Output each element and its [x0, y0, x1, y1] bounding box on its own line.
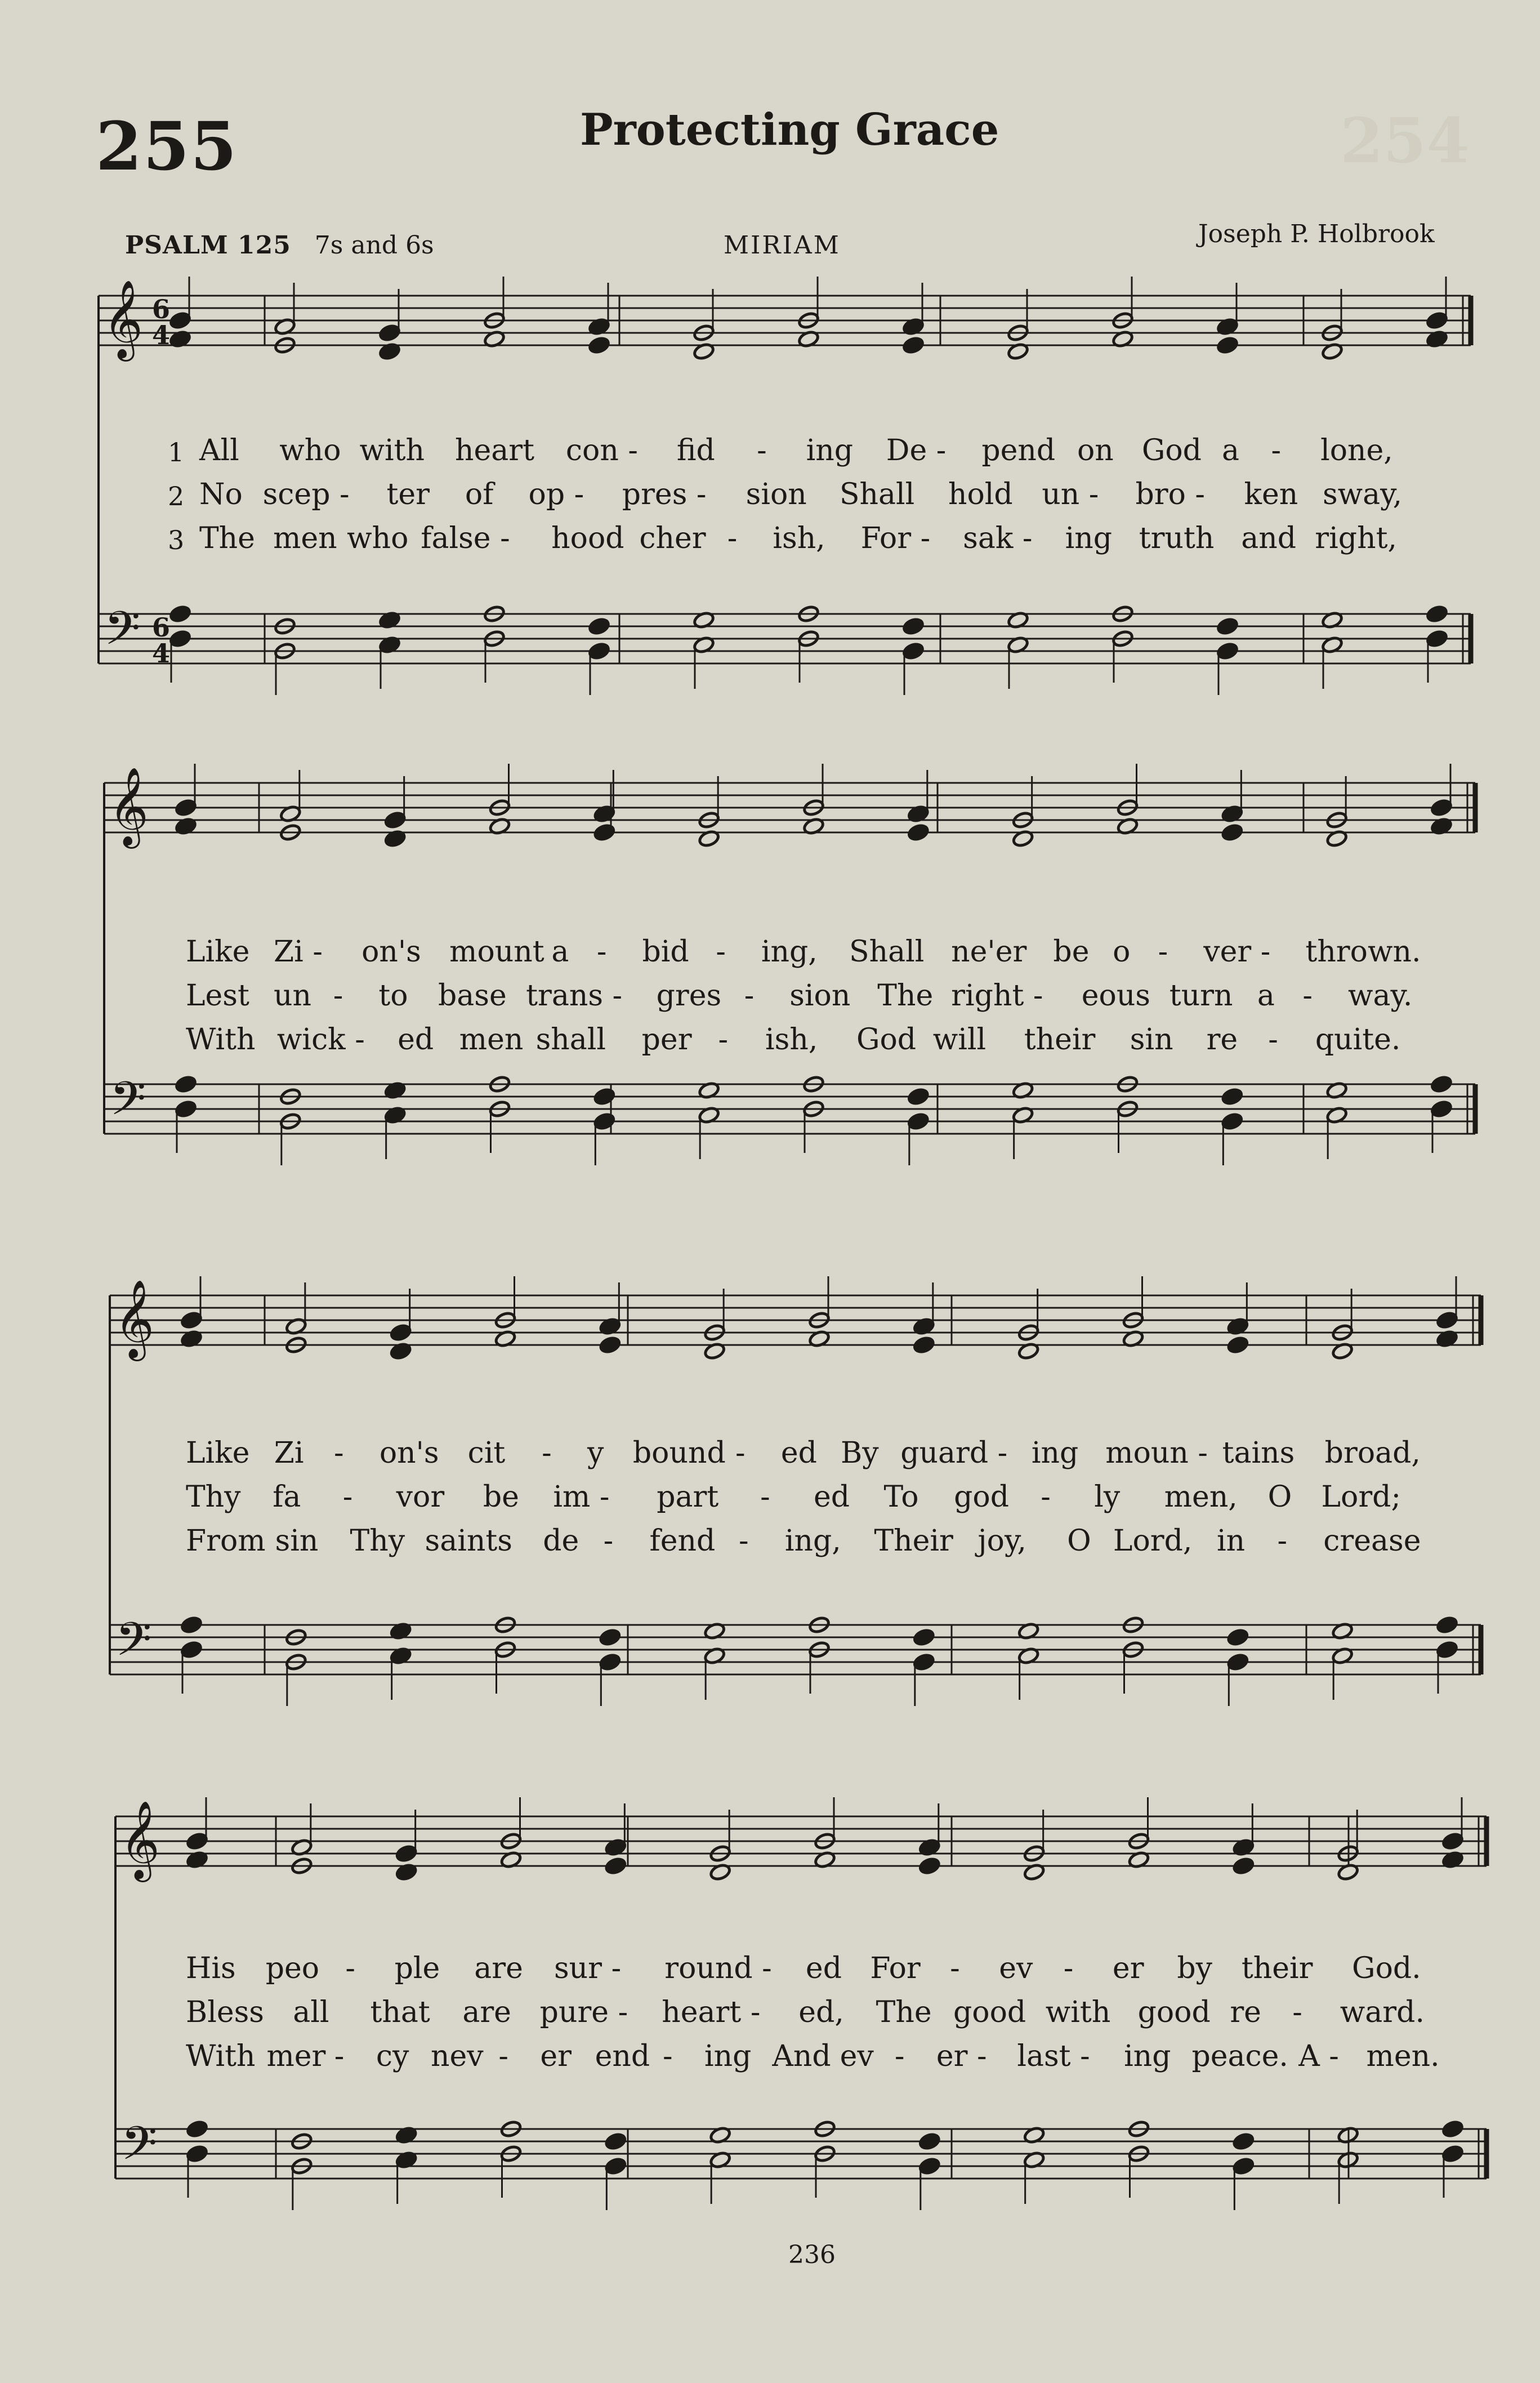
bass-note-head	[1221, 1112, 1243, 1130]
lyric-syllable: that	[370, 1996, 430, 2029]
lyric-syllable: moun -	[1105, 1436, 1208, 1470]
lyric-syllable: trans -	[526, 979, 623, 1013]
bass-note-head	[604, 2132, 627, 2150]
lyric-syllable: scep -	[262, 478, 350, 511]
lyric-syllable: de	[543, 1524, 579, 1558]
lyric-syllable: Zi	[274, 1436, 304, 1470]
treble-note-head	[175, 798, 197, 817]
lyric-syllable: ing	[704, 2039, 752, 2073]
lyric-syllable: im -	[553, 1480, 610, 1514]
lyric-syllable: right -	[951, 979, 1043, 1013]
lyric-syllable: -	[498, 2039, 508, 2073]
lyric-syllable: -	[739, 1524, 749, 1558]
lyric-syllable: -	[1271, 434, 1282, 467]
treble-note-head	[384, 810, 407, 829]
lyric-syllable: peo	[265, 1952, 320, 1985]
lyric-syllable: ing,	[784, 1524, 841, 1558]
bass-note-head	[1226, 1652, 1249, 1671]
bass-note-head	[593, 1087, 615, 1106]
lyric-syllable: For -	[860, 522, 931, 555]
lyric-syllable: nev	[431, 2039, 484, 2073]
lyric-syllable: tains	[1222, 1436, 1295, 1470]
lyric-syllable: er	[1112, 1952, 1144, 1985]
treble-note-head	[1441, 1832, 1464, 1850]
bleed-through-number: 254	[1340, 104, 1470, 177]
lyric-syllable: pure -	[539, 1996, 628, 2029]
lyric-syllable: ed	[814, 1480, 850, 1514]
lyric-syllable: their	[1024, 1023, 1096, 1057]
lyric-syllable: way.	[1347, 979, 1413, 1013]
lyric-syllable: sin	[1130, 1023, 1173, 1057]
lyric-syllable: ish,	[765, 1023, 818, 1057]
verse-number: 3	[168, 525, 185, 555]
lyric-syllable: ken	[1244, 478, 1298, 511]
bass-note-head	[913, 1652, 935, 1671]
bass-note-head	[186, 2144, 208, 2163]
lyric-syllable: of	[465, 478, 494, 511]
treble-note-head	[1436, 1311, 1458, 1329]
lyric-syllable: ev	[840, 2039, 874, 2073]
bass-note-head	[169, 629, 191, 648]
bass-clef-icon: 𝄢	[104, 601, 141, 667]
lyric-syllable: The	[199, 522, 255, 555]
treble-clef-icon: 𝄞	[109, 767, 149, 845]
lyric-syllable: ward.	[1340, 1996, 1425, 2029]
lyric-syllable: fa	[273, 1480, 301, 1514]
lyric-syllable: Thy	[350, 1524, 405, 1558]
treble-note-head	[378, 323, 401, 342]
lyric-syllable: -	[1277, 1524, 1288, 1558]
lyric-syllable: ter	[386, 478, 430, 511]
lyric-syllable: on's	[379, 1436, 439, 1470]
lyric-syllable: ple	[394, 1952, 440, 1985]
lyric-syllable: With	[186, 1023, 256, 1057]
lyric-syllable: mount	[449, 935, 544, 969]
lyric-syllable: their	[1241, 1952, 1313, 1985]
lyric-syllable: ing,	[761, 935, 818, 969]
lyric-syllable: op -	[528, 478, 584, 511]
tune-name: MIRIAM	[724, 231, 841, 260]
bass-note-head	[1430, 1099, 1453, 1118]
bass-note-head	[913, 1628, 935, 1646]
lyric-syllable: by	[1177, 1952, 1213, 1985]
lyric-syllable: -	[894, 2039, 905, 2073]
lyric-syllable: lone,	[1320, 434, 1393, 467]
treble-note-head	[918, 1856, 941, 1875]
bass-note-head	[186, 2119, 208, 2138]
lyric-syllable: pres -	[622, 478, 707, 511]
lyric-syllable: god	[954, 1480, 1009, 1514]
treble-note-head	[169, 311, 191, 329]
bass-clef-icon: 𝄢	[110, 1071, 146, 1137]
lyric-syllable: God.	[1352, 1952, 1421, 1985]
lyric-syllable: sin	[275, 1524, 319, 1558]
lyric-syllable: a	[551, 935, 569, 969]
bass-note-head	[599, 1628, 621, 1646]
time-signature-top: 6	[152, 612, 171, 643]
lyric-syllable: All	[199, 434, 239, 467]
lyric-syllable: Lest	[186, 979, 249, 1013]
lyric-syllable: round -	[664, 1952, 772, 1985]
lyric-syllable: ev	[999, 1952, 1033, 1985]
lyric-syllable: on	[1077, 434, 1114, 467]
bass-note-head	[1216, 617, 1239, 635]
treble-note-head	[599, 1335, 621, 1354]
time-signature-top: 6	[152, 294, 171, 324]
bass-clef-icon: 𝄢	[115, 1612, 152, 1678]
lyric-syllable: Thy	[186, 1480, 241, 1514]
bass-note-head	[169, 604, 191, 623]
lyric-syllable: And	[772, 2039, 831, 2073]
treble-clef-icon: 𝄞	[103, 280, 143, 358]
lyric-syllable: sion	[746, 478, 807, 511]
lyric-syllable: be	[1053, 935, 1090, 969]
lyric-syllable: mer	[266, 2039, 326, 2073]
verse-number: 1	[168, 437, 185, 467]
lyric-syllable: joy,	[977, 1524, 1026, 1558]
lyric-syllable: Their	[874, 1524, 953, 1558]
lyric-syllable: The	[876, 1996, 932, 2029]
bass-note-head	[588, 617, 610, 635]
lyric-syllable: con -	[565, 434, 638, 467]
lyric-syllable: cy	[376, 2039, 409, 2073]
lyric-syllable: ver -	[1203, 935, 1271, 969]
lyric-syllable: Bless	[186, 1996, 264, 2029]
lyric-syllable: God	[1141, 434, 1202, 467]
lyric-syllable: ed,	[798, 1996, 844, 2029]
lyric-syllable: sur -	[554, 1952, 622, 1985]
lyric-syllable: who	[347, 522, 409, 555]
lyric-syllable: -	[744, 979, 755, 1013]
bass-note-head	[907, 1087, 930, 1106]
lyric-syllable: -	[333, 1436, 344, 1470]
lyric-syllable: be	[483, 1480, 519, 1514]
lyric-syllable: O	[1267, 1480, 1292, 1514]
lyric-syllable: who	[279, 434, 341, 467]
bass-note-head	[1426, 629, 1448, 648]
lyric-syllable: re	[1230, 1996, 1261, 2029]
lyric-syllable: -	[1302, 979, 1313, 1013]
lyric-syllable: fend	[649, 1524, 716, 1558]
lyric-syllable: -	[1158, 935, 1168, 969]
bass-note-head	[1232, 2132, 1255, 2150]
lyric-syllable: -	[342, 1480, 353, 1514]
treble-note-head	[395, 1844, 418, 1863]
lyric-syllable: Lord,	[1113, 1524, 1193, 1558]
lyric-syllable: ing	[806, 434, 853, 467]
composer: Joseph P. Holbrook	[1198, 220, 1435, 248]
lyric-syllable: sion	[789, 979, 851, 1013]
bass-note-head	[1441, 2119, 1464, 2138]
time-signature-bottom: 4	[152, 638, 171, 669]
lyric-syllable: will	[932, 1023, 987, 1057]
treble-note-head	[1430, 798, 1453, 817]
lyric-syllable: God	[856, 1023, 917, 1057]
treble-note-head	[604, 1856, 627, 1875]
lyric-syllable: un	[274, 979, 312, 1013]
treble-note-head	[593, 823, 615, 841]
lyric-syllable: a	[1222, 434, 1240, 467]
lyric-syllable: -	[1063, 1952, 1074, 1985]
treble-note-head	[1226, 1335, 1249, 1354]
lyric-syllable: are	[462, 1996, 511, 2029]
lyric-syllable: er -	[936, 2039, 987, 2073]
bass-note-head	[1436, 1640, 1458, 1659]
lyric-syllable: -	[333, 979, 343, 1013]
lyric-syllable: men	[273, 522, 337, 555]
lyric-syllable: -	[603, 1524, 614, 1558]
bass-note-head	[1226, 1628, 1249, 1646]
lyric-syllable: heart -	[662, 1996, 761, 2029]
bass-note-head	[593, 1112, 615, 1130]
lyric-syllable: ly	[1094, 1480, 1121, 1514]
lyric-syllable: A -	[1298, 2039, 1339, 2073]
bass-note-head	[1216, 642, 1239, 660]
lyric-syllable: ing	[1065, 522, 1113, 555]
lyric-syllable: bound	[632, 1436, 726, 1470]
lyric-syllable: false -	[421, 522, 510, 555]
lyric-syllable: on's	[361, 935, 421, 969]
lyric-syllable: peace.	[1191, 2039, 1288, 2073]
lyric-syllable: Shall	[849, 935, 925, 969]
bass-note-head	[907, 1112, 930, 1130]
lyric-syllable: -	[1268, 1023, 1278, 1057]
lyric-syllable: right,	[1315, 522, 1397, 555]
meter-label: 7s and 6s	[314, 231, 434, 260]
lyric-syllable: ing	[1124, 2039, 1171, 2073]
lyric-syllable: bid	[642, 935, 689, 969]
treble-clef-icon: 𝄞	[120, 1801, 160, 1879]
bass-note-head	[1221, 1087, 1243, 1106]
treble-note-head	[1216, 336, 1239, 354]
lyric-syllable: Zi -	[274, 935, 323, 969]
lyric-syllable: No	[199, 478, 243, 511]
lyric-syllable: er	[540, 2039, 572, 2073]
lyric-syllable: shall	[535, 1023, 606, 1057]
lyric-syllable: thrown.	[1305, 935, 1421, 969]
lyric-syllable: y	[587, 1436, 604, 1470]
lyric-syllable: turn	[1169, 979, 1233, 1013]
lyric-syllable: -	[718, 1023, 729, 1057]
lyric-syllable: ed	[398, 1023, 434, 1057]
hymn-number: 255	[96, 107, 238, 185]
lyric-syllable: Like	[186, 935, 250, 969]
treble-note-head	[186, 1832, 208, 1850]
lyric-syllable: Lord;	[1321, 1480, 1401, 1514]
lyric-syllable: gres	[656, 979, 722, 1013]
lyric-syllable: per	[641, 1023, 692, 1057]
lyric-syllable: hood	[551, 522, 624, 555]
lyric-syllable: a	[1257, 979, 1275, 1013]
lyric-syllable: -	[727, 522, 738, 555]
lyric-syllable: crease	[1323, 1524, 1421, 1558]
bass-note-head	[918, 2132, 941, 2150]
lyric-syllable: truth	[1139, 522, 1215, 555]
lyric-syllable: -	[760, 1480, 770, 1514]
bass-clef-icon: 𝄢	[121, 2116, 158, 2182]
lyric-syllable: sway,	[1322, 478, 1403, 511]
lyric-syllable: ish,	[773, 522, 825, 555]
lyric-syllable: all	[293, 1996, 329, 2029]
lyric-syllable: o	[1113, 935, 1131, 969]
lyric-syllable: heart	[455, 434, 535, 467]
lyric-syllable: -	[345, 1952, 355, 1985]
lyric-syllable: By	[841, 1436, 879, 1470]
time-signature-bottom: 4	[152, 320, 171, 350]
lyric-syllable: re	[1206, 1023, 1238, 1057]
treble-note-head	[180, 1311, 203, 1329]
lyric-syllable: vor	[396, 1480, 445, 1514]
lyric-syllable: guard -	[900, 1436, 1008, 1470]
bass-note-head	[1232, 2157, 1255, 2175]
lyric-syllable: His	[186, 1952, 236, 1985]
treble-note-head	[1221, 823, 1243, 841]
lyric-syllable: De -	[886, 434, 947, 467]
bass-note-head	[599, 1652, 621, 1671]
lyric-syllable: ne'er	[951, 935, 1027, 969]
treble-note-head	[1232, 1856, 1255, 1875]
lyric-syllable: and	[1241, 522, 1296, 555]
lyric-syllable: fid	[676, 434, 715, 467]
lyric-syllable: ed	[780, 1436, 817, 1470]
lyric-syllable: to	[378, 979, 408, 1013]
bass-note-head	[175, 1075, 197, 1093]
lyric-syllable: Shall	[839, 478, 915, 511]
bass-note-head	[175, 1099, 197, 1118]
bass-note-head	[588, 642, 610, 660]
lyric-syllable: cher	[639, 522, 706, 555]
lyric-syllable: -	[1041, 1480, 1051, 1514]
lyric-syllable: With	[186, 2039, 256, 2073]
treble-note-head	[1426, 311, 1448, 329]
verse-number: 2	[168, 481, 185, 511]
lyric-syllable: with	[1045, 1996, 1111, 2029]
lyric-syllable: men	[459, 1023, 524, 1057]
lyric-syllable: broad,	[1324, 1436, 1421, 1470]
treble-clef-icon: 𝄞	[114, 1280, 154, 1358]
bass-note-head	[180, 1640, 203, 1659]
lyric-syllable: -	[542, 1436, 552, 1470]
lyric-syllable: -	[716, 935, 726, 969]
treble-note-head	[913, 1335, 935, 1354]
lyric-syllable: wick -	[276, 1023, 365, 1057]
lyric-syllable: end	[595, 2039, 650, 2073]
lyric-syllable: For	[870, 1952, 921, 1985]
bass-note-head	[918, 2157, 941, 2175]
lyric-syllable: in	[1217, 1524, 1246, 1558]
treble-note-head	[907, 823, 930, 841]
bass-note-head	[902, 617, 925, 635]
lyric-syllable: -	[1292, 1996, 1302, 2029]
treble-note-head	[902, 336, 925, 354]
lyric-syllable: Like	[186, 1436, 250, 1470]
bass-note-head	[180, 1615, 203, 1634]
hymn-title: Protecting Grace	[580, 104, 999, 155]
lyric-syllable: -	[596, 935, 607, 969]
lyric-syllable: -	[662, 2039, 673, 2073]
bass-note-head	[1436, 1615, 1458, 1634]
bass-note-head	[1441, 2144, 1464, 2163]
lyric-syllable: good	[953, 1996, 1026, 2029]
lyric-syllable: -	[757, 434, 767, 467]
bass-note-head	[902, 642, 925, 660]
lyric-syllable: base	[438, 979, 507, 1013]
lyric-syllable: men.	[1366, 2039, 1440, 2073]
lyric-syllable: good	[1137, 1996, 1211, 2029]
lyric-syllable: part	[657, 1480, 719, 1514]
lyric-syllable: ed	[805, 1952, 842, 1985]
lyric-syllable: To	[883, 1480, 919, 1514]
lyric-syllable: From	[186, 1524, 266, 1558]
lyric-syllable: sak -	[963, 522, 1033, 555]
lyric-syllable: last -	[1017, 2039, 1090, 2073]
treble-note-head	[390, 1323, 412, 1342]
lyric-syllable: cit	[467, 1436, 506, 1470]
page-number: 236	[788, 2241, 836, 2269]
lyric-syllable: The	[877, 979, 934, 1013]
treble-note-head	[588, 336, 610, 354]
lyric-syllable: -	[735, 1436, 746, 1470]
bass-note-head	[1430, 1075, 1453, 1093]
lyric-syllable: bro -	[1135, 478, 1205, 511]
lyric-syllable: O	[1067, 1524, 1091, 1558]
lyric-syllable: eous	[1081, 979, 1150, 1013]
lyric-syllable: hold	[948, 478, 1013, 511]
lyric-syllable: -	[950, 1952, 960, 1985]
lyric-syllable: with	[359, 434, 425, 467]
psalm-label: PSALM 125	[125, 231, 291, 260]
lyric-syllable: quite.	[1315, 1023, 1401, 1057]
lyric-syllable: are	[474, 1952, 523, 1985]
lyric-syllable: men,	[1164, 1480, 1238, 1514]
lyric-syllable: ing	[1031, 1436, 1079, 1470]
lyric-syllable: pend	[981, 434, 1056, 467]
lyric-syllable: un -	[1042, 478, 1099, 511]
lyric-syllable: saints	[425, 1524, 512, 1558]
lyric-syllable: -	[334, 2039, 345, 2073]
bass-note-head	[1426, 604, 1448, 623]
bass-note-head	[604, 2157, 627, 2175]
